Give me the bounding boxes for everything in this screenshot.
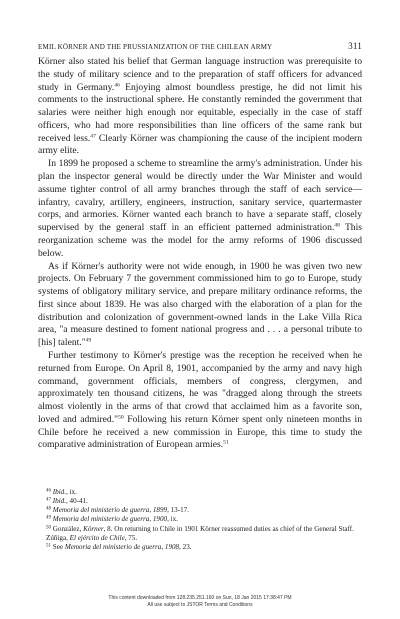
footnote-47: $^{47}$ Ibid., 40-41. — [46, 497, 88, 506]
footnote-48: $^{48}$ Memoria del ministerio de guerra, 1899, 13-17. — [46, 506, 189, 515]
running-header — [38, 41, 362, 53]
download-notice — [0, 595, 400, 608]
footnote-50: $^{50}$ González, Körner, 8. On returning to Chile in 1901 Körner reassumed duties as chief of the General Staff. Zúñiga, El ejército de Chile, 75. — [46, 524, 354, 542]
paragraph-4: Further testimony to Körner's prestige was the reception he received when he returned from Europe. On April 8, 1901, accompanied by the army and navy high command, government officials, members of congress, clergymen, and approximately ten thousand citizens, he was "dragged along through the streets almost violently in the arms of that crowd that acclaimed him as a favorite son, loved and admired."$^{50}$ Following his return Körner spent only nineteen months in Chile before he received a new commission in Europe, this time to study the comparative administration of European armies.$^{51}$ — [38, 349, 363, 451]
footnotes — [38, 488, 362, 552]
footnote-ref: 47 — [90, 133, 96, 140]
footnote-46: $^{46}$ Ibid., ix. — [46, 488, 77, 496]
paragraph-2: In 1899 he proposed a scheme to streamline the army's administration. Under his plan the inspector general would be directly under the War Minister and would assume tighter control of all army branches through the staff of each service—infantry, cavalry, artillery, engineers, instruction, sanitary service, quartermaster corps, and armories. Körner wanted each branch to have a separate staff, closely supervised by the general staff in an efficient patterned administration.$^{48}$ This reorganization scheme was the model for the army reforms of 1906 discussed below. — [38, 158, 362, 259]
running-title: EMIL KÖRNER AND THE PRUSSIANIZATION OF THE CHILEAN ARMY — [38, 43, 273, 51]
paragraph-1: Körner also stated his belief that German language instruction was prerequisite to the study of military science and to the preparation of staff officers for advanced study in Germany.$^{46}$ Enjoying almost boundless prestige, he did not limit his comments to the instructional sphere. He constantly reminded the government that salaries were neither high enough nor equitable, especially in the case of staff officers, who had more responsibilities than line officers of the same rank but received less.$^{47}$ Clearly Körner was championing the cause of the incipient modern army elite. — [38, 56, 362, 157]
footnote-ref: 46 — [114, 82, 120, 89]
terms-link[interactable]: JSTOR Terms and Conditions — [186, 601, 253, 608]
terms-line: All use subject to JSTOR Terms and Conditions — [147, 601, 253, 608]
footnote-ref: 49 — [85, 337, 92, 344]
footnote-ref: 51 — [223, 439, 229, 446]
page-number: 311 — [348, 41, 362, 51]
article-body — [38, 56, 362, 452]
footnote-ref: 48 — [334, 222, 340, 229]
paragraph-3: As if Körner's authority were not wide enough, in 1900 he was given two new projects. On February 7 the government commissioned him to go to Europe, study systems of obligatory military service, and prepare military ordinance reforms, the first since about 1839. He was also charged with the elaboration of a plan for the distribution and colonization of government-owned lands in the Lake Villa Rica area, "a measure destined to foment national progress and . . . a personal tribute to [his] talent."$^{49}$ — [38, 260, 362, 349]
footnote-49: $^{49}$ Memoria del ministerio de guerra, 1900, ix. — [46, 515, 178, 524]
download-notice-line: This content downloaded from 128.235.251.160 on Sun, 18 Jan 2015 17:38:47 PM — [108, 595, 292, 601]
footnote-ref: 50 — [118, 414, 124, 421]
footnote-51: $^{51}$ See Memoria del ministerio de guerra, 1908, 23. — [46, 542, 192, 551]
